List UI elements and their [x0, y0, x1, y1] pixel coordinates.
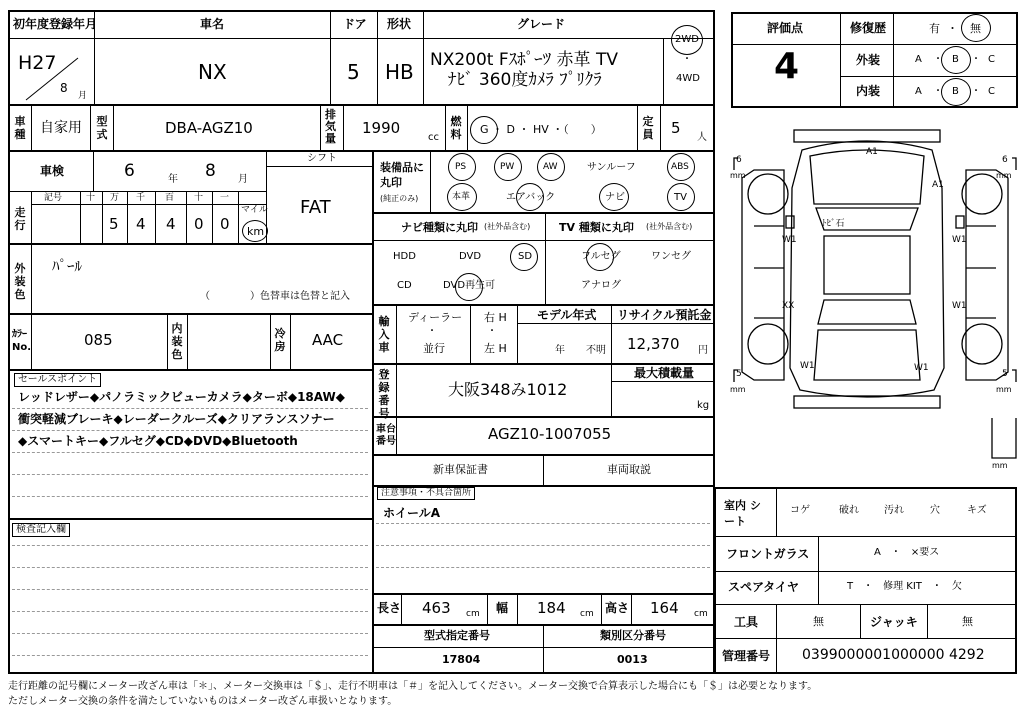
displacement: 1990 [362, 119, 401, 137]
tread-front-right-unit: mm [996, 171, 1012, 180]
shape-label: 形状 [387, 17, 412, 31]
mileage-label: 走行 [14, 206, 26, 232]
spare-tire-value: T ・ 修理 KIT ・ 欠 [847, 581, 962, 592]
seat-item-2: 汚れ [884, 505, 904, 516]
notes-label: 注意事項・不具合箇所 [377, 487, 475, 500]
footer-note-2: ただしメーター交換の条件を満たしていないものはメーター改ざん車扱いとなります。 [8, 696, 398, 707]
damage-label-1: A1 [932, 180, 944, 190]
ac: AAC [312, 331, 344, 349]
score: 4 [774, 46, 800, 87]
first-reg-month-unit: 月 [78, 91, 88, 101]
right-hand: 右 H [484, 311, 507, 324]
registration-no-label: 登録番号 [378, 368, 390, 420]
cc-unit: cc [428, 132, 439, 143]
sales-point-line-3: ◆スマートキー◆フルセグ◆CD◆DVD◆Bluetooth [18, 434, 298, 448]
equip-pw: PW [500, 162, 515, 172]
body-shape: HB [385, 60, 414, 84]
kigou-label: 記号 [44, 193, 63, 203]
car-name-label: 車名 [200, 17, 225, 31]
model-label: 型式 [96, 115, 108, 141]
management-label: 管理番号 [722, 649, 771, 663]
navi-dvd: DVD [459, 251, 482, 262]
model-year-label: モデル年式 [537, 308, 597, 322]
category-label: 類別区分番号 [600, 629, 666, 642]
ac-label: 冷房 [274, 327, 286, 353]
usage: 自家用 [40, 120, 82, 136]
front-glass-label: フロントガラス [726, 547, 810, 561]
max-load-label: 最大積載量 [634, 366, 695, 380]
import-label: 輸入車 [378, 315, 390, 354]
new-car-warranty: 新車保証書 [433, 463, 488, 476]
digit-label-3: 百 [165, 193, 175, 203]
registration-no: 大阪348み1012 [448, 380, 568, 399]
equip-navi: ナビ [605, 192, 625, 203]
first-reg-label: 初年度登録年月 [13, 17, 98, 31]
drive-2wd: 2WD [675, 34, 699, 45]
sales-point-line-2: 衝突軽減ブレーキ◆レーダークルーズ◆クリアランスソナー [18, 412, 335, 426]
sales-points-label: セールスポイント [14, 373, 101, 387]
digit-label-1: 万 [110, 193, 120, 203]
exterior-grade-b: B [952, 54, 959, 65]
door-count: 5 [347, 60, 360, 84]
navi-sd: SD [518, 251, 533, 262]
interior-seat-label: 室内 シート [724, 499, 761, 528]
mileage-digit-4: 0 [194, 215, 204, 233]
spare-unit: mm [992, 461, 1008, 470]
height: 164 [650, 599, 679, 617]
spare-tire-label: スペアタイヤ [728, 580, 799, 594]
equip-abs: ABS [671, 162, 689, 172]
mileage-digit-2: 4 [136, 215, 146, 233]
mileage-digit-3: 4 [166, 215, 176, 233]
max-load-unit: kg [697, 400, 710, 411]
tools-value: 無 [813, 615, 824, 628]
designation-label: 型式指定番号 [424, 629, 490, 642]
repair-no: 無 [970, 22, 981, 35]
tread-rear-left-unit: mm [730, 385, 746, 394]
navi-hdd: HDD [393, 251, 416, 262]
width: 184 [537, 599, 566, 617]
mileage-digit-5: 0 [220, 215, 230, 233]
interior-grade-b: B [952, 86, 959, 97]
fuel-label: 燃料 [450, 115, 462, 141]
equipment-label: 装備品に丸印 [380, 161, 424, 189]
shaken-label: 車検 [40, 164, 65, 178]
digit-label-0: 十 [86, 193, 96, 203]
first-reg-era: H27 [18, 52, 57, 74]
date-slash [18, 52, 80, 102]
tv-type-label: TV 種類に丸印 [559, 221, 634, 234]
import-dot: ・ [427, 326, 437, 337]
damage-label-5: XX [782, 301, 795, 311]
capacity-label: 定員 [642, 115, 654, 141]
door-label: ドア [343, 17, 367, 31]
damage-label-6: W1 [952, 301, 967, 311]
interior-color-label: 内装色 [171, 322, 183, 361]
seat-item-4: キズ [967, 505, 987, 516]
grade-label: グレード [517, 17, 566, 31]
tread-rear-right-unit: mm [996, 385, 1012, 394]
car-name: NX [198, 60, 227, 84]
sales-point-line-1: レッドレザー◆パノラミックビューカメラ◆ターボ◆18AW◆ [18, 390, 345, 404]
tv-type-sub: (社外品含む) [646, 222, 693, 231]
exterior-grade-sep1: ・ [933, 54, 943, 65]
recycle-label: リサイクル預託金 [617, 308, 712, 322]
mileage-digit-1: 5 [109, 215, 119, 233]
tv-fullseg: フルセグ [581, 251, 621, 262]
navi-cd: CD [397, 280, 412, 291]
grade-line-1: NX200t Fｽﾎﾟｰﾂ 赤革 TV [430, 50, 618, 70]
tv-oneseg: ワンセグ [651, 251, 691, 262]
inspection-note-label: 検査記入欄 [12, 523, 70, 537]
digit-label-2: 千 [136, 193, 146, 203]
interior-grade-sep1: ・ [933, 86, 943, 97]
designation: 17804 [442, 653, 481, 666]
damage-label-0: A1 [866, 147, 878, 157]
equip-ps: PS [455, 162, 467, 172]
km-label: km [247, 225, 265, 238]
shaken-month-unit: 月 [238, 174, 248, 185]
height-label: 高さ [605, 601, 630, 615]
model: DBA-AGZ10 [165, 119, 253, 137]
equip-airbag: エアバック [506, 192, 556, 203]
drive-4wd: 4WD [676, 73, 700, 84]
length-label: 長さ [377, 601, 402, 615]
damage-label-2: ﾄﾋﾞ石 [822, 219, 845, 229]
drive-dot: ・ [682, 54, 692, 65]
shaken-year: 6 [124, 161, 135, 181]
jack-label: ジャッキ [870, 615, 918, 629]
width-unit: cm [580, 609, 594, 619]
exterior-grade-label: 外装 [856, 53, 881, 67]
tread-front-right: 6 [1002, 155, 1008, 165]
height-unit: cm [694, 609, 708, 619]
equip-aw: AW [543, 162, 558, 172]
exterior-color-label: 外装色 [14, 262, 26, 301]
equip-leather: 本革 [452, 192, 471, 202]
seat-item-3: 穴 [930, 505, 940, 516]
digit-label-5: 一 [220, 193, 230, 203]
equipment-sub: (純正のみ) [380, 194, 419, 203]
management-no: 0399000001000000 4292 [802, 647, 985, 663]
shift: FAT [300, 197, 331, 218]
front-glass-value: A ・ ×要ス [874, 547, 940, 558]
exterior-grade-sep2: ・ [971, 54, 981, 65]
car-damage-diagram [730, 118, 1020, 478]
exterior-grade-c: C [988, 54, 995, 65]
left-hand: 左 H [484, 342, 507, 355]
interior-grade-a: A [915, 86, 922, 97]
exterior-grade-a: A [915, 54, 922, 65]
notes-value: ホイールA [383, 506, 441, 520]
capacity-unit: 人 [697, 132, 707, 143]
jack-value: 無 [962, 615, 973, 628]
interior-grade-sep2: ・ [971, 86, 981, 97]
interior-grade-label: 内装 [856, 84, 881, 98]
navi-dvd-play: DVD再生可 [443, 280, 496, 291]
owner-manual: 車両取説 [607, 463, 651, 476]
repair-sep: ・ [947, 22, 958, 35]
repair-yes: 有 [929, 22, 940, 35]
first-reg-month: 8 [60, 81, 68, 95]
mile-label: マイル [241, 205, 268, 215]
recycle-yen: 円 [698, 345, 708, 356]
length: 463 [422, 599, 451, 617]
tv-analog: アナログ [581, 280, 621, 291]
main-sheet [8, 10, 715, 674]
usage-label: 車種 [14, 115, 26, 141]
tread-rear-right: 5 [1002, 369, 1008, 379]
color-change-note: （ ）色替車は色替と記入 [200, 291, 350, 302]
footer-note-1: 走行距離の記号欄にメーター改ざん車は「＊」、メーター交換車は「＄」、走行不明車は「＃」を記入してください。メーター交換で合算表示した場合にも「＄」は必要となります。 [8, 681, 818, 692]
repair-label: 修復歴 [850, 21, 887, 35]
tread-front-left: 6 [736, 155, 742, 165]
shaken-month: 8 [205, 161, 216, 181]
navi-type-label: ナビ種類に丸印 [401, 221, 478, 234]
color-no: 085 [84, 331, 113, 349]
chassis-label: 車台番号 [376, 424, 396, 447]
fuel-options: G ・ D ・ HV ・（ ） [480, 123, 602, 136]
damage-label-4: W1 [952, 235, 967, 245]
interior-grade-c: C [988, 86, 995, 97]
score-label: 評価点 [767, 21, 804, 35]
exterior-color: ﾊﾟｰﾙ [52, 257, 83, 275]
grade-line-2: ﾅﾋﾞ 360度ｶﾒﾗ ﾌﾟﾘｸﾗ [448, 70, 602, 90]
import-dealer: ディーラー [408, 311, 463, 324]
model-year-unit: 年 [555, 345, 565, 356]
width-label: 幅 [496, 601, 509, 615]
length-unit: cm [466, 609, 480, 619]
damage-label-8: W1 [914, 363, 929, 373]
seat-item-1: 破れ [839, 505, 859, 516]
seat-item-0: コゲ [790, 505, 810, 516]
chassis-no: AGZ10-1007055 [488, 425, 612, 443]
damage-label-7: W1 [800, 361, 815, 371]
import-parallel: 並行 [423, 342, 445, 355]
hand-dot: ・ [487, 326, 497, 337]
tread-rear-left: 5 [736, 369, 742, 379]
recycle-amount: 12,370 [627, 335, 680, 353]
displacement-label: 排気量 [325, 108, 336, 145]
equip-tv: TV [674, 192, 687, 203]
equip-sunroof: サンルーフ [587, 162, 636, 173]
model-year-unknown: 不明 [586, 345, 606, 356]
damage-label-3: W1 [782, 235, 797, 245]
category: 0013 [617, 653, 648, 666]
digit-label-4: 十 [194, 193, 204, 203]
tools-label: 工具 [734, 615, 759, 629]
shift-label: シフト [307, 153, 337, 164]
tread-front-left-unit: mm [730, 171, 746, 180]
color-no-label: ｶﾗｰ No. [12, 329, 32, 353]
capacity: 5 [671, 119, 681, 137]
shaken-year-unit: 年 [168, 174, 178, 185]
navi-type-sub: (社外品含む) [484, 222, 531, 231]
